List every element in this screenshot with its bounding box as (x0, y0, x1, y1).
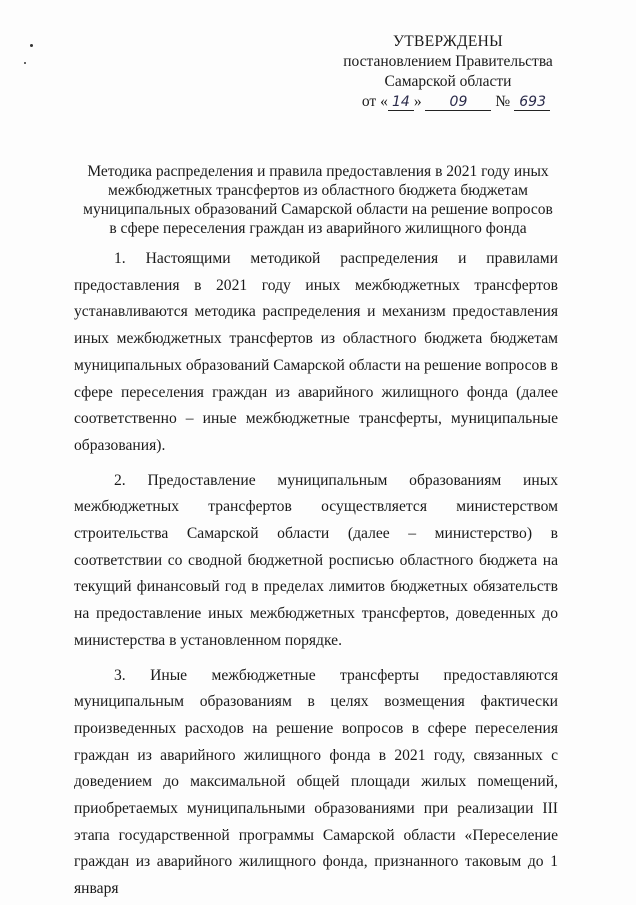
handwritten-day: 14 (388, 94, 414, 111)
approval-line-2: Самарской области (384, 73, 512, 90)
approval-heading: УТВЕРЖДЕНЫ (393, 33, 503, 50)
title-line: в сфере переселения граждан из аварийного жилищного фонда (109, 220, 527, 237)
scan-speck (30, 44, 33, 47)
date-prefix: от « (361, 93, 388, 110)
handwritten-number: 693 (514, 94, 550, 111)
title-line: Методика распределения и правила предоставления в 2021 году иных (87, 163, 549, 180)
number-sign: № (495, 93, 511, 110)
scan-speck (24, 62, 26, 64)
paragraph-1: 1. Настоящими методикой распределения и правилами предоставления в 2021 году иных межбюджетных трансфертов устанавливаются методика распределения и механизм предоставления иных межбюджетных трансфертов из областного бюджета бюджетам муниципальных образований Самарской области на решение вопросов в сфере переселения граждан из аварийного жилищного фонда (далее соответственно – иные межбюджетные трансферты, муниципальные образования). (74, 250, 558, 454)
paragraph-3: 3. Иные межбюджетные трансферты предоставляются муниципальным образованиям в целях возмещения фактически произведенных расходов на решение вопросов в сфере переселения граждан из аварийного жилищного фонда в 2021 году, связанных с доведением до максимальной общей площади жилых помещений, приобретаемых муниципальными образованиями при реализации III этапа государственной программы Самарской области «Переселение граждан из аварийного жилищного фонда, признанного таковым до 1 января (74, 666, 558, 898)
approval-line-1: постановлением Правительства (343, 53, 553, 70)
approval-dateline (340, 92, 556, 112)
title-line: муниципальных образований Самарской области на решение вопросов (83, 201, 553, 218)
handwritten-month: 09 (425, 94, 491, 111)
document-body (74, 246, 558, 911)
title-line: межбюджетных трансфертов из областного бюджета бюджетам (108, 182, 528, 199)
approval-stamp (340, 32, 556, 112)
document-title (70, 162, 566, 238)
paragraph-2: 2. Предоставление муниципальным образованиям иных межбюджетных трансфертов осуществляется министерством строительства Самарской области (далее – министерство) в соответствии со сводной бюджетной росписью областного бюджета на текущий финансовый год в пределах лимитов бюджетных обязательств на предоставление иных межбюджетных трансфертов, доведенных до министерства в установленном порядке. (74, 471, 558, 649)
date-mid: » (413, 93, 422, 110)
